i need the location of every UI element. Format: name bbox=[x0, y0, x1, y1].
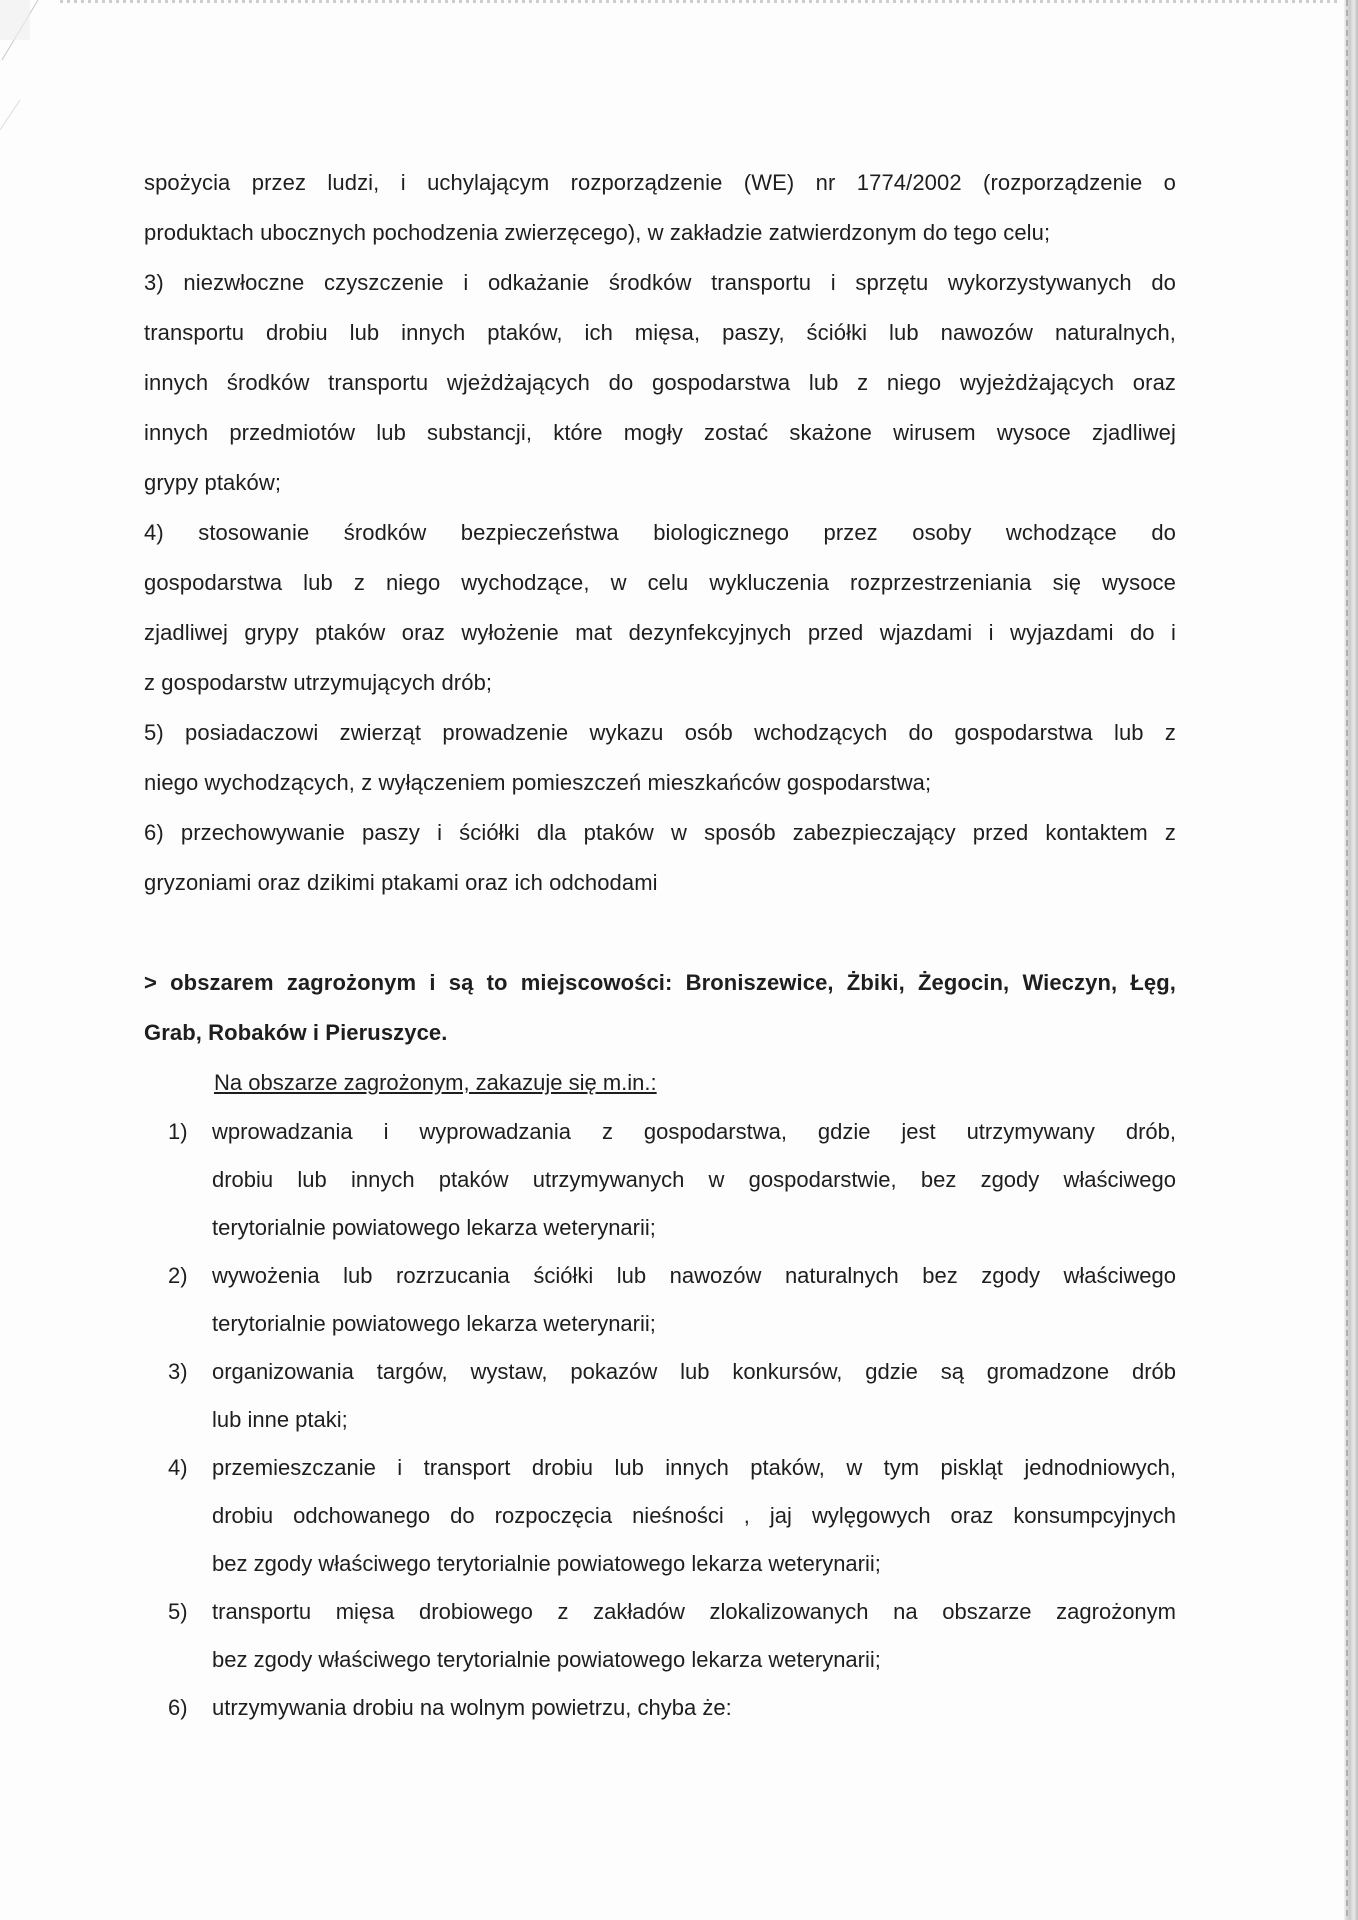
text-line: 6) przechowywanie paszy i ściółki dla ptaków w sposób zabezpieczający przed kontaktem z bbox=[144, 820, 1176, 845]
list-item-line: drobiu odchowanego do rozpoczęcia nieśności , jaj wylęgowych oraz konsumpcyjnych bbox=[212, 1503, 1176, 1528]
text-line: gryzoniami oraz dzikimi ptakami oraz ich odchodami bbox=[144, 870, 658, 895]
list-item-line: wprowadzania i wyprowadzania z gospodarstwa, gdzie jest utrzymywany drób, bbox=[212, 1119, 1176, 1144]
scan-top-edge bbox=[60, 0, 1338, 3]
text-line: transportu drobiu lub innych ptaków, ich mięsa, paszy, ściółki lub nawozów naturalnych, bbox=[144, 320, 1176, 345]
prohibitions-list bbox=[144, 1108, 1176, 1732]
list-item-line: lub inne ptaki; bbox=[212, 1407, 348, 1432]
text-line: grypy ptaków; bbox=[144, 470, 282, 495]
text-line: 3) niezwłoczne czyszczenie i odkażanie środków transportu i sprzętu wykorzystywanych do bbox=[144, 270, 1176, 295]
list-item-line: bez zgody właściwego terytorialnie powiatowego lekarza weterynarii; bbox=[212, 1647, 881, 1672]
list-item-line: drobiu lub innych ptaków utrzymywanych w gospodarstwie, bez zgody właściwego bbox=[212, 1167, 1176, 1192]
list-item bbox=[144, 1252, 1176, 1348]
intro-paragraphs bbox=[144, 158, 1176, 908]
text-line: gospodarstwa lub z niego wychodzące, w celu wykluczenia rozprzestrzeniania się wysoce bbox=[144, 570, 1176, 595]
text-line: 5) posiadaczowi zwierząt prowadzenie wykazu osób wchodzących do gospodarstwa lub z bbox=[144, 720, 1176, 745]
text-line: niego wychodzących, z wyłączeniem pomieszczeń mieszkańców gospodarstwa; bbox=[144, 770, 932, 795]
list-item-number: 2) bbox=[168, 1263, 188, 1288]
list-item-line: przemieszczanie i transport drobiu lub innych ptaków, w tym piskląt jednodniowych, bbox=[212, 1455, 1176, 1480]
list-item-number: 5) bbox=[168, 1599, 188, 1624]
scan-right-edge-line bbox=[1346, 0, 1348, 1920]
text-line: innych przedmiotów lub substancji, które mogły zostać skażone wirusem wysoce zjadliwej bbox=[144, 420, 1176, 445]
list-item-line: bez zgody właściwego terytorialnie powiatowego lekarza weterynarii; bbox=[212, 1551, 881, 1576]
list-item-line: utrzymywania drobiu na wolnym powietrzu, chyba że: bbox=[212, 1695, 732, 1720]
text-line: produktach ubocznych pochodzenia zwierzęcego), w zakładzie zatwierdzonym do tego celu; bbox=[144, 220, 1051, 245]
list-item bbox=[144, 1348, 1176, 1444]
scan-corner-mark bbox=[0, 0, 70, 140]
text-line: 4) stosowanie środków bezpieczeństwa biologicznego przez osoby wchodzące do bbox=[144, 520, 1176, 545]
list-item bbox=[144, 1108, 1176, 1252]
threatened-area-heading bbox=[144, 958, 1176, 1058]
list-item-number: 4) bbox=[168, 1455, 188, 1480]
list-item-line: wywożenia lub rozrzucania ściółki lub nawozów naturalnych bez zgody właściwego bbox=[212, 1263, 1176, 1288]
bold-text-line: Grab, Robaków i Pieruszyce. bbox=[144, 1020, 448, 1045]
list-item-line: transportu mięsa drobiowego z zakładów zlokalizowanych na obszarze zagrożonym bbox=[212, 1599, 1176, 1624]
list-item bbox=[144, 1684, 1176, 1732]
bold-text-line: > obszarem zagrożonym i są to miejscowości: Broniszewice, Żbiki, Żegocin, Wieczyn, Łęg, bbox=[144, 970, 1176, 995]
text-line: zjadliwej grypy ptaków oraz wyłożenie mat dezynfekcyjnych przed wjazdami i wyjazdami do i bbox=[144, 620, 1176, 645]
list-item bbox=[144, 1588, 1176, 1684]
list-item-line: terytorialnie powiatowego lekarza weterynarii; bbox=[212, 1311, 656, 1336]
text-line: spożycia przez ludzi, i uchylającym rozporządzenie (WE) nr 1774/2002 (rozporządzenie o bbox=[144, 170, 1176, 195]
list-item-number: 1) bbox=[168, 1119, 188, 1144]
list-item bbox=[144, 1444, 1176, 1588]
list-item-number: 3) bbox=[168, 1359, 188, 1384]
list-item-number: 6) bbox=[168, 1695, 188, 1720]
text-line: innych środków transportu wjeżdżających do gospodarstwa lub z niego wyjeżdżających oraz bbox=[144, 370, 1176, 395]
text-line: z gospodarstw utrzymujących drób; bbox=[144, 670, 493, 695]
list-item-line: organizowania targów, wystaw, pokazów lub konkursów, gdzie są gromadzone drób bbox=[212, 1359, 1176, 1384]
document-body bbox=[144, 158, 1176, 1732]
prohibitions-subheading: Na obszarze zagrożonym, zakazuje się m.in.: bbox=[214, 1070, 657, 1095]
list-item-line: terytorialnie powiatowego lekarza weterynarii; bbox=[212, 1215, 656, 1240]
